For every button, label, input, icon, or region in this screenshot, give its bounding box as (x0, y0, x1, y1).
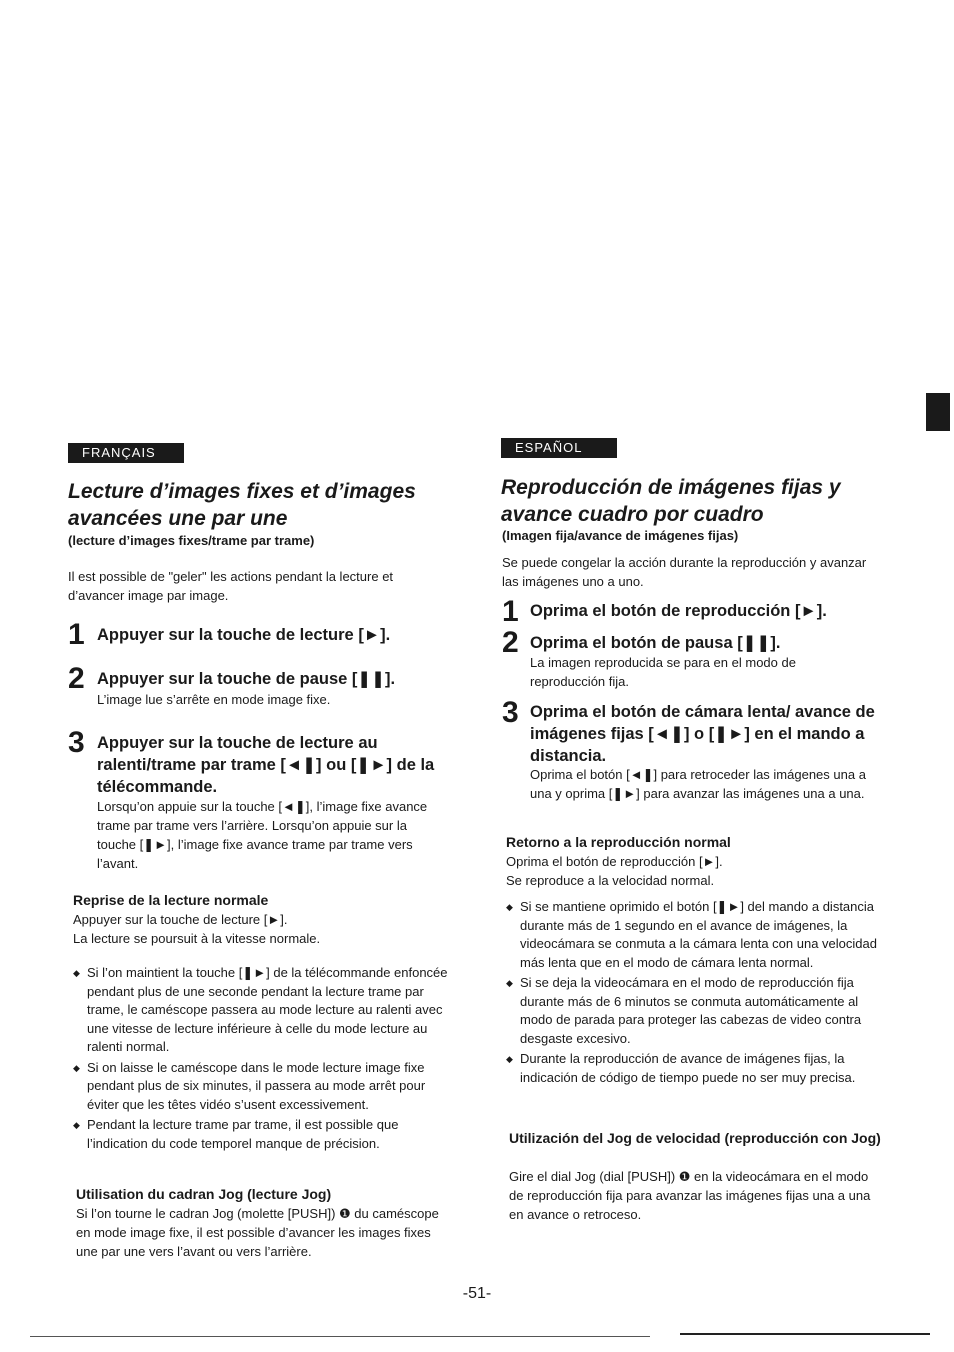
step-2-es (502, 628, 892, 694)
resume-line: Se reproduce a la velocidad normal. (506, 873, 715, 888)
note-text: Si l’on maintient la touche [❚►] de la télécommande enfoncée pendant plus de une seconde pendant la lecture trame par trame, le caméscope passera au mode lecture au ralenti avec une vitesse de lecture inférieure à celle du mode lecture au ralenti normal. (87, 965, 448, 1054)
intro-text-es: Se puede congelar la acción durante la reproducción y avanzar las imágenes uno a uno. (502, 555, 867, 589)
step-heading: Appuyer sur la touche de lecture au ralenti/trame par trame [◄❚] ou [❚►] de la télécommande. (97, 734, 435, 796)
step-number: 3 (68, 726, 85, 759)
step-2-fr (68, 664, 458, 714)
intro-text-fr: Il est possible de "geler" les actions pendant la lecture et d’avancer image par image. (68, 569, 394, 603)
step-heading: Oprima el botón de cámara lenta/ avance de imágenes fijas [◄❚] o [❚►] en el mando a distancia. (530, 703, 875, 765)
jog-text-fr: Si l’on tourne le cadran Jog (molette [PUSH]) ❶ du caméscope en mode image fixe, il est possible d’avancer les images fixes une par une vers l’avant ou vers l’arrière. (76, 1206, 439, 1259)
step-number: 1 (502, 595, 519, 628)
notes-list-fr (73, 964, 451, 1155)
step-1-es (502, 597, 892, 631)
title-line-1: Reproducción de imágenes fijas y (501, 476, 841, 499)
note-text: Pendant la lecture trame par trame, il est possible que l’indication du code temporel manque de précision. (87, 1117, 399, 1151)
step-heading: Appuyer sur la touche de lecture [►]. (97, 626, 391, 644)
page-number: -51- (462, 1285, 492, 1302)
resume-heading-es: Retorno a la reproducción normal (506, 834, 731, 850)
bullet-marker: ◆ (73, 1062, 80, 1073)
note-item (506, 1050, 881, 1087)
bullet-marker: ◆ (73, 1120, 80, 1130)
step-description: Lorsqu’on appuie sur la touche [◄❚], l’image fixe avance trame par trame vers l’arrière. Lorsqu’on appuie sur la touche [❚►], l’image fixe avance trame par trame vers l’avant. (97, 799, 428, 871)
section-subtitle-fr: (lecture d’images fixes/trame par trame) (68, 533, 315, 548)
note-item (73, 964, 451, 1057)
resume-text-fr (73, 910, 453, 948)
note-text: Si on laisse le caméscope dans le mode lecture image fixe pendant plus de six minutes, il passera au mode arrêt pour éviter que les têtes vidéo s’usent excessivement. (87, 1059, 426, 1112)
title-line-2: avance cuadro por cuadro (501, 503, 764, 526)
step-description: La imagen reproducida se para en el modo de reproducción fija. (530, 655, 796, 689)
step-3-fr (68, 728, 458, 878)
notes-list-es (506, 898, 881, 1089)
note-item (73, 1059, 451, 1115)
step-heading: Appuyer sur la touche de pause [❚❚]. (97, 670, 396, 688)
resume-line: Oprima el botón de reproducción [►]. (506, 854, 723, 869)
resume-line: Appuyer sur la touche de lecture [►]. (73, 912, 288, 927)
resume-line: La lecture se poursuit à la vitesse normale. (73, 931, 321, 946)
bullet-marker: ◆ (506, 902, 513, 912)
step-heading: Oprima el botón de pausa [❚❚]. (530, 634, 781, 652)
note-text: Si se deja la videocámara en el modo de reproducción fija durante más de 6 minutos se conmuta automáticamente al modo de parada para proteger las cabezas de video contra desgaste excesivo. (520, 975, 862, 1046)
jog-heading-fr: Utilisation du cadran Jog (lecture Jog) (76, 1186, 332, 1202)
step-description: L’image lue s’arrête en mode image fixe. (97, 692, 331, 707)
footer-rule-left (30, 1336, 650, 1337)
step-description: Oprima el botón [◄❚] para retroceder las imágenes una a una y oprima [❚►] para avanzar las imágenes una a una. (530, 767, 866, 801)
step-number: 1 (68, 618, 85, 651)
step-number: 3 (502, 696, 519, 729)
step-number: 2 (502, 626, 519, 659)
title-line-2: avancées une par une (68, 507, 288, 530)
footer-rule-right (680, 1333, 930, 1335)
step-1-fr (68, 620, 458, 654)
resume-text-es (506, 852, 886, 890)
resume-heading-fr: Reprise de la lecture normale (73, 892, 269, 908)
language-badge-es: ESPAÑOL (501, 438, 617, 458)
title-line-1: Lecture d’images fixes et d’images (68, 480, 416, 503)
note-item (506, 898, 881, 972)
bullet-marker: ◆ (73, 968, 80, 978)
section-marker-bar (926, 393, 950, 431)
step-heading: Oprima el botón de reproducción [►]. (530, 602, 827, 620)
section-title-fr (68, 478, 468, 532)
note-item (73, 1116, 451, 1153)
step-number: 2 (68, 662, 85, 695)
note-text: Si se mantiene oprimido el botón [❚►] del mando a distancia durante más de 1 segundo en el avance de imágenes, la videocámara se conmuta a la cámara lenta con una velocidad más lenta que en el modo de cámara lenta normal. (520, 899, 877, 970)
bullet-marker: ◆ (506, 1054, 513, 1064)
step-3-es (502, 698, 892, 828)
jog-text-es: Gire el dial Jog (dial [PUSH]) ❶ en la videocámara en el modo de reproducción fija para avanzar las imágenes fijas una a una en avance o retroceso. (509, 1169, 871, 1222)
note-item (506, 974, 881, 1048)
language-badge-fr: FRANÇAIS (68, 443, 184, 463)
bullet-marker: ◆ (506, 978, 513, 988)
section-subtitle-es: (Imagen fija/avance de imágenes fijas) (502, 528, 739, 543)
jog-heading-es: Utilización del Jog de velocidad (reproducción con Jog) (509, 1130, 881, 1146)
section-title-es (501, 474, 901, 528)
note-text: Durante la reproducción de avance de imágenes fijas, la indicación de código de tiempo puede no ser muy precisa. (520, 1051, 856, 1085)
